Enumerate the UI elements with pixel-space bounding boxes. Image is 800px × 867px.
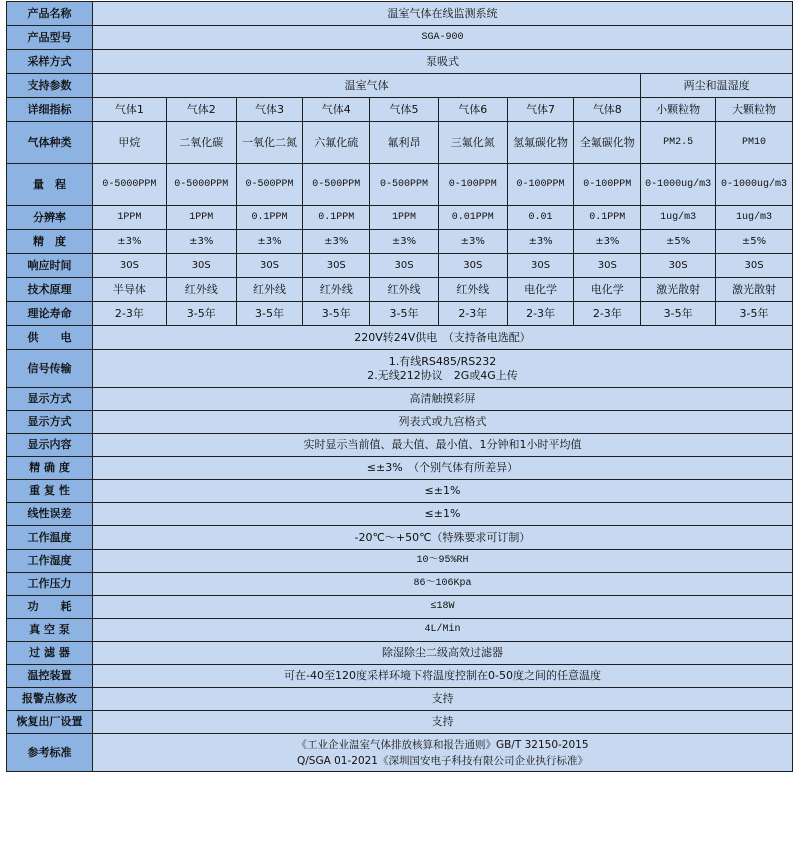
label-power-consumption: 功 耗	[7, 596, 93, 619]
label-display-mode-1: 显示方式	[7, 388, 93, 411]
row-sampling-method	[7, 50, 793, 74]
range-cell: 0-500PPM	[236, 164, 303, 206]
value-filter: 除湿除尘二级高效过滤器	[92, 642, 792, 665]
value-display-content: 实时显示当前值、最大值、最小值、1分钟和1小时平均值	[92, 434, 792, 457]
detail-cell: 气体4	[303, 98, 370, 122]
label-linearity: 线性误差	[7, 503, 93, 526]
row-repeatability	[7, 480, 793, 503]
range-cell: 0-5000PPM	[166, 164, 236, 206]
group-dust-temp-humidity: 两尘和温湿度	[641, 74, 793, 98]
value-product-name: 温室气体在线监测系统	[92, 2, 792, 26]
label-filter: 过 滤 器	[7, 642, 93, 665]
lifespan-cell: 3-5年	[641, 302, 716, 326]
principle-cell: 电化学	[574, 278, 641, 302]
row-signal	[7, 350, 793, 388]
range-cell: 0-1000ug/m3	[641, 164, 716, 206]
range-cell: 0-5000PPM	[92, 164, 166, 206]
row-product-name	[7, 2, 793, 26]
lifespan-cell: 3-5年	[716, 302, 793, 326]
value-power-supply: 220V转24V供电 （支持备电选配）	[92, 326, 792, 350]
row-alarm-modify	[7, 688, 793, 711]
label-precision: 精 确 度	[7, 457, 93, 480]
lifespan-cell: 3-5年	[166, 302, 236, 326]
label-resolution: 分辨率	[7, 206, 93, 230]
resolution-cell: 1PPM	[166, 206, 236, 230]
principle-cell: 红外线	[370, 278, 439, 302]
gas-type-cell: 二氧化碳	[166, 122, 236, 164]
label-gas-type: 气体种类	[7, 122, 93, 164]
row-detail	[7, 98, 793, 122]
row-power-consumption	[7, 596, 793, 619]
row-temp-control	[7, 665, 793, 688]
label-work-temp: 工作温度	[7, 526, 93, 550]
range-cell: 0-1000ug/m3	[716, 164, 793, 206]
resolution-cell: 0.01PPM	[438, 206, 507, 230]
label-response-time: 响应时间	[7, 254, 93, 278]
response-time-cell: 30S	[641, 254, 716, 278]
value-repeatability: ≤±1%	[92, 480, 792, 503]
signal-line-2: 2.无线212协议 2G或4G上传	[367, 368, 518, 382]
row-gas-type	[7, 122, 793, 164]
gas-type-cell: PM10	[716, 122, 793, 164]
detail-cell: 气体1	[92, 98, 166, 122]
label-reference: 参考标准	[7, 734, 93, 772]
accuracy-cell: ±3%	[507, 230, 574, 254]
accuracy-cell: ±3%	[438, 230, 507, 254]
row-resolution	[7, 206, 793, 230]
detail-cell: 小颗粒物	[641, 98, 716, 122]
label-signal: 信号传输	[7, 350, 93, 388]
principle-cell: 红外线	[438, 278, 507, 302]
row-reference	[7, 734, 793, 772]
row-precision	[7, 457, 793, 480]
value-display-mode-1: 高清触摸彩屏	[92, 388, 792, 411]
label-alarm-modify: 报警点修改	[7, 688, 93, 711]
lifespan-cell: 2-3年	[92, 302, 166, 326]
group-greenhouse-gas: 温室气体	[92, 74, 640, 98]
row-work-pressure	[7, 573, 793, 596]
resolution-cell: 0.1PPM	[303, 206, 370, 230]
resolution-cell: 1ug/m3	[716, 206, 793, 230]
label-work-pressure: 工作压力	[7, 573, 93, 596]
lifespan-cell: 2-3年	[507, 302, 574, 326]
gas-type-cell: 六氟化硫	[303, 122, 370, 164]
range-cell: 0-100PPM	[438, 164, 507, 206]
accuracy-cell: ±5%	[716, 230, 793, 254]
gas-type-cell: 全氟碳化物	[574, 122, 641, 164]
label-lifespan: 理论寿命	[7, 302, 93, 326]
label-range: 量 程	[7, 164, 93, 206]
detail-cell: 气体8	[574, 98, 641, 122]
row-work-temp	[7, 526, 793, 550]
detail-cell: 气体2	[166, 98, 236, 122]
lifespan-cell: 2-3年	[574, 302, 641, 326]
row-response-time	[7, 254, 793, 278]
value-reference	[92, 734, 792, 772]
response-time-cell: 30S	[574, 254, 641, 278]
spec-table	[6, 1, 793, 772]
accuracy-cell: ±3%	[303, 230, 370, 254]
row-linearity	[7, 503, 793, 526]
accuracy-cell: ±3%	[574, 230, 641, 254]
label-sampling-method: 采样方式	[7, 50, 93, 74]
gas-type-cell: 一氧化二氮	[236, 122, 303, 164]
range-cell: 0-500PPM	[370, 164, 439, 206]
value-work-pressure: 86～106Kpa	[92, 573, 792, 596]
row-display-content	[7, 434, 793, 457]
range-cell: 0-100PPM	[507, 164, 574, 206]
value-power-consumption: ≤18W	[92, 596, 792, 619]
accuracy-cell: ±3%	[92, 230, 166, 254]
value-alarm-modify: 支持	[92, 688, 792, 711]
lifespan-cell: 3-5年	[303, 302, 370, 326]
row-range	[7, 164, 793, 206]
label-detail: 详细指标	[7, 98, 93, 122]
label-display-mode-2: 显示方式	[7, 411, 93, 434]
value-signal	[92, 350, 792, 388]
lifespan-cell: 2-3年	[438, 302, 507, 326]
row-vacuum-pump	[7, 619, 793, 642]
value-display-mode-2: 列表式或九宫格式	[92, 411, 792, 434]
reference-line-1: 《工业企业温室气体排放核算和报告通则》GB/T 32150-2015	[296, 738, 589, 751]
row-factory-reset	[7, 711, 793, 734]
resolution-cell: 1PPM	[92, 206, 166, 230]
detail-cell: 气体3	[236, 98, 303, 122]
label-accuracy: 精 度	[7, 230, 93, 254]
response-time-cell: 30S	[370, 254, 439, 278]
gas-type-cell: 甲烷	[92, 122, 166, 164]
signal-line-1: 1.有线RS485/RS232	[388, 354, 497, 368]
value-factory-reset: 支持	[92, 711, 792, 734]
resolution-cell: 1PPM	[370, 206, 439, 230]
principle-cell: 红外线	[166, 278, 236, 302]
label-work-humidity: 工作湿度	[7, 550, 93, 573]
label-product-model: 产品型号	[7, 26, 93, 50]
row-principle	[7, 278, 793, 302]
lifespan-cell: 3-5年	[370, 302, 439, 326]
label-principle: 技术原理	[7, 278, 93, 302]
principle-cell: 半导体	[92, 278, 166, 302]
principle-cell: 红外线	[303, 278, 370, 302]
accuracy-cell: ±3%	[370, 230, 439, 254]
gas-type-cell: 三氟化氮	[438, 122, 507, 164]
reference-line-2: Q/SGA 01-2021《深圳国安电子科技有限公司企业执行标准》	[296, 754, 588, 767]
response-time-cell: 30S	[438, 254, 507, 278]
label-factory-reset: 恢复出厂设置	[7, 711, 93, 734]
range-cell: 0-100PPM	[574, 164, 641, 206]
response-time-cell: 30S	[303, 254, 370, 278]
row-product-model	[7, 26, 793, 50]
principle-cell: 激光散射	[716, 278, 793, 302]
gas-type-cell: 氢氟碳化物	[507, 122, 574, 164]
principle-cell: 电化学	[507, 278, 574, 302]
detail-cell: 气体7	[507, 98, 574, 122]
row-work-humidity	[7, 550, 793, 573]
label-vacuum-pump: 真 空 泵	[7, 619, 93, 642]
response-time-cell: 30S	[507, 254, 574, 278]
label-supported-params: 支持参数	[7, 74, 93, 98]
gas-type-cell: 氟利昂	[370, 122, 439, 164]
label-power-supply: 供 电	[7, 326, 93, 350]
detail-cell: 气体5	[370, 98, 439, 122]
response-time-cell: 30S	[236, 254, 303, 278]
row-lifespan	[7, 302, 793, 326]
principle-cell: 红外线	[236, 278, 303, 302]
detail-cell: 气体6	[438, 98, 507, 122]
resolution-cell: 0.1PPM	[574, 206, 641, 230]
row-accuracy	[7, 230, 793, 254]
gas-type-cell: PM2.5	[641, 122, 716, 164]
lifespan-cell: 3-5年	[236, 302, 303, 326]
label-product-name: 产品名称	[7, 2, 93, 26]
resolution-cell: 0.1PPM	[236, 206, 303, 230]
resolution-cell: 0.01	[507, 206, 574, 230]
label-repeatability: 重 复 性	[7, 480, 93, 503]
value-precision: ≤±3% （个别气体有所差异）	[92, 457, 792, 480]
response-time-cell: 30S	[716, 254, 793, 278]
range-cell: 0-500PPM	[303, 164, 370, 206]
accuracy-cell: ±5%	[641, 230, 716, 254]
value-work-temp: -20℃～+50℃（特殊要求可订制）	[92, 526, 792, 550]
response-time-cell: 30S	[166, 254, 236, 278]
row-supported-params	[7, 74, 793, 98]
row-power-supply	[7, 326, 793, 350]
resolution-cell: 1ug/m3	[641, 206, 716, 230]
accuracy-cell: ±3%	[236, 230, 303, 254]
row-display-mode-1	[7, 388, 793, 411]
response-time-cell: 30S	[92, 254, 166, 278]
accuracy-cell: ±3%	[166, 230, 236, 254]
value-linearity: ≤±1%	[92, 503, 792, 526]
row-filter	[7, 642, 793, 665]
row-display-mode-2	[7, 411, 793, 434]
value-temp-control: 可在-40至120度采样环境下将温度控制在0-50度之间的任意温度	[92, 665, 792, 688]
label-display-content: 显示内容	[7, 434, 93, 457]
value-work-humidity: 10～95%RH	[92, 550, 792, 573]
label-temp-control: 温控装置	[7, 665, 93, 688]
principle-cell: 激光散射	[641, 278, 716, 302]
value-product-model: SGA-900	[92, 26, 792, 50]
value-sampling-method: 泵吸式	[92, 50, 792, 74]
detail-cell: 大颗粒物	[716, 98, 793, 122]
value-vacuum-pump: 4L/Min	[92, 619, 792, 642]
